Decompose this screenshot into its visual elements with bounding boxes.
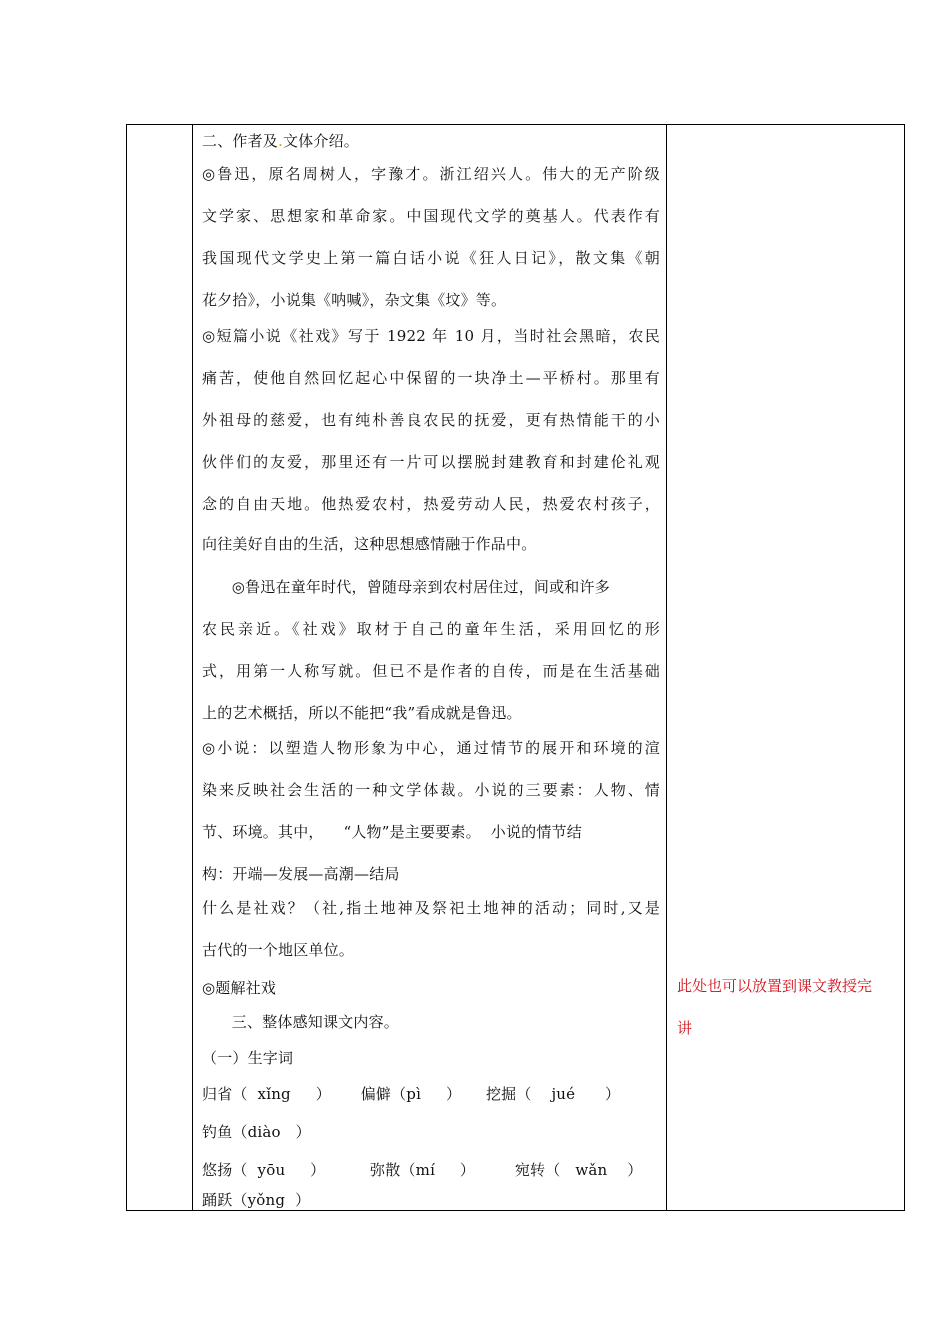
story-line: 外祖母的慈爱，也有纯朴善良农民的抚爱，更有热情能干的小 [202, 411, 660, 429]
novel-line: 节、环境。其中， “人物”是主要要素。 小说的情节结 [202, 823, 582, 841]
vocab-row: 踊跃（yǒng ） [202, 1191, 311, 1209]
author-line: 文学家、思想家和革命家。中国现代文学的奠基人。代表作有 [202, 207, 660, 225]
childhood-line: 式，用第一人称写就。但已不是作者的自传，而是在生活基础 [202, 662, 660, 680]
section-2-heading: 二、作者及.文体介绍。 [202, 132, 359, 150]
what-is-line: 什么是社戏？（社,指土地神及祭祀土地神的活动；同时,又是 [202, 899, 660, 917]
story-line: 念的自由天地。他热爱农村，热爱劳动人民，热爱农村孩子， [202, 495, 660, 513]
childhood-line: 农民亲近。《社戏》取材于自己的童年生活，采用回忆的形 [202, 620, 660, 638]
vocab-subheading: （一）生字词 [202, 1049, 294, 1067]
novel-line: 构：开端—发展—高潮—结局 [202, 865, 400, 883]
vocab-row: 归省（ xǐng ） 偏僻（pì ） 挖掘（ jué ） [202, 1085, 621, 1103]
author-line: ◎鲁迅，原名周树人，字豫才。浙江绍兴人。伟大的无产阶级 [202, 165, 660, 183]
childhood-line: 上的艺术概括，所以不能把“我”看成就是鲁迅。 [202, 704, 522, 722]
novel-line: 染来反映社会生活的一种文学体裁。小说的三要素：人物、情 [202, 781, 660, 799]
content-column [193, 125, 667, 1210]
what-is-line: 古代的一个地区单位。 [202, 941, 355, 959]
side-note-line: 此处也可以放置到课文教授完 [677, 977, 873, 995]
left-column [127, 125, 193, 1210]
story-line: 伙伴们的友爱，那里还有一片可以摆脱封建教育和封建伦礼观 [202, 453, 660, 471]
notes-column [667, 125, 904, 1210]
side-note-line: 讲 [677, 1019, 693, 1037]
childhood-line: ◎鲁迅在童年时代，曾随母亲到农村居住过，间或和许多 [202, 578, 610, 596]
story-line: 向往美好自由的生活，这种思想感情融于作品中。 [202, 535, 537, 553]
vocab-row: 钓鱼（diào ） [202, 1123, 311, 1141]
lesson-table [126, 124, 905, 1211]
author-line: 我国现代文学史上第一篇白话小说《狂人日记》，散文集《朝 [202, 249, 660, 267]
title-explain: ◎题解社戏 [202, 979, 277, 997]
section-3-heading: 三、整体感知课文内容。 [202, 1013, 400, 1031]
story-line: ◎短篇小说《社戏》写于 1922 年 10 月，当时社会黑暗，农民 [202, 327, 660, 345]
vocab-row: 悠扬（ yōu ） 弥散（mí ） 宛转（ wǎn ） [202, 1161, 643, 1179]
novel-line: ◎小说：以塑造人物形象为中心，通过情节的展开和环境的渲 [202, 739, 660, 757]
author-line: 花夕拾》，小说集《呐喊》，杂文集《坟》等。 [202, 291, 507, 309]
story-line: 痛苦，使他自然回忆起心中保留的一块净土—平桥村。那里有 [202, 369, 660, 387]
